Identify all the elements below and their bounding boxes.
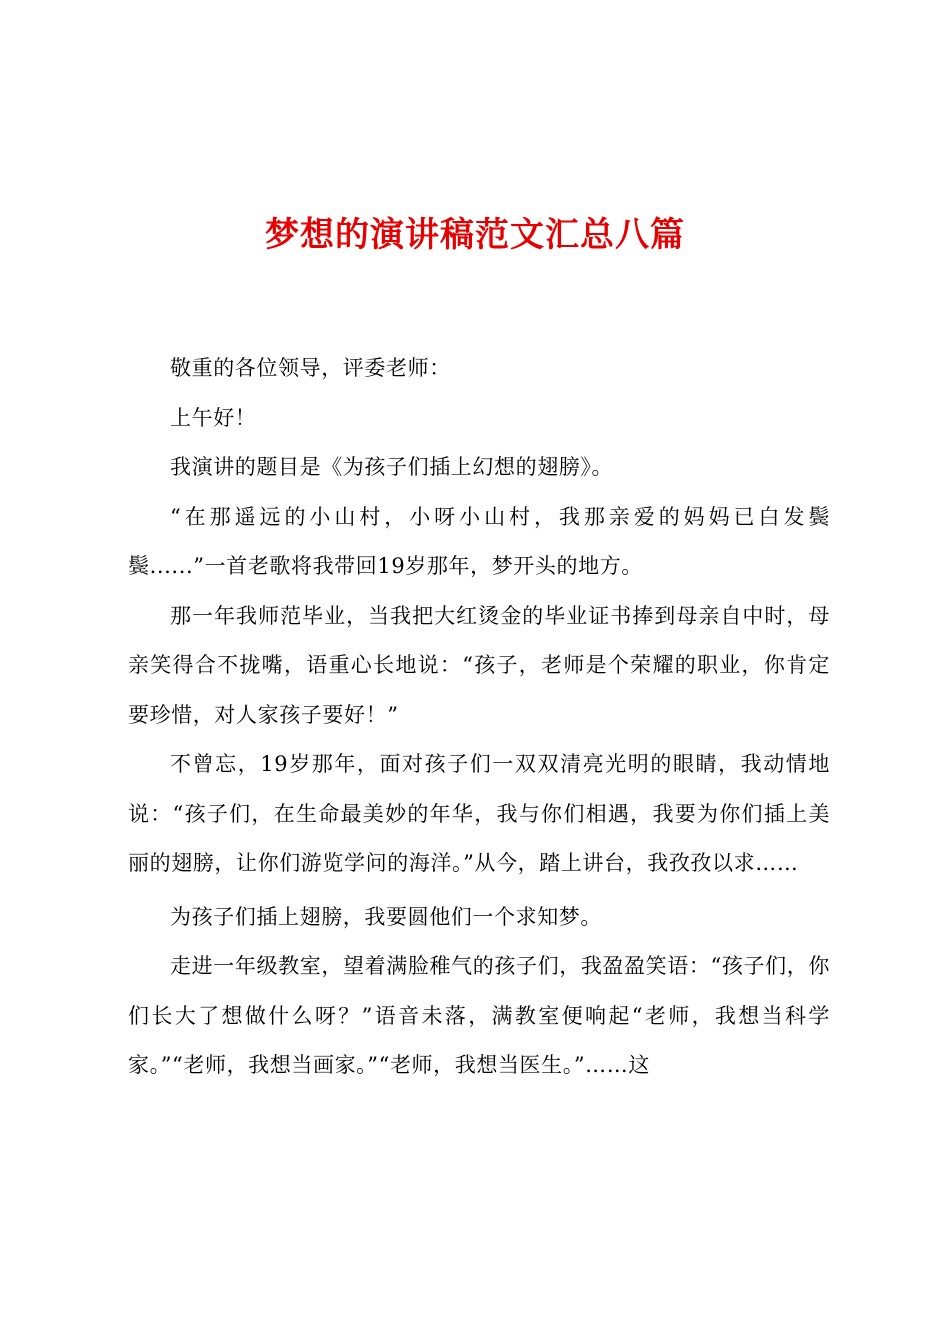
paragraph-greeting: 上午好！	[170, 405, 257, 430]
paragraph-dream: 为孩子们插上翅膀，我要圆他们一个求知梦。	[170, 904, 602, 929]
document-body	[128, 344, 830, 1091]
paragraph-salutation: 敬重的各位领导，评委老师：	[170, 356, 451, 380]
paragraph-song: “在那遥远的小山村，小呀小山村，我那亲爱的妈妈已白发鬓鬓......”一首老歌将我带回19岁那年，梦开头的地方。	[128, 504, 830, 578]
paragraph-topic: 我演讲的题目是《为孩子们插上幻想的翅膀》。	[170, 455, 614, 479]
document-title: 梦想的演讲稿范文汇总八篇	[265, 215, 685, 255]
paragraph-first-class: 不曾忘，19岁那年，面对孩子们一双双清亮光明的眼睛，我动情地说：“孩子们，在生命最美妙的年华，我与你们相遇，我要为你们插上美丽的翅膀，让你们游览学问的海洋。”从今，踏上讲台，我孜孜以求……	[128, 752, 830, 875]
paragraph-graduation: 那一年我师范毕业，当我把大红烫金的毕业证书捧到母亲自中时，母亲笑得合不拢嘴，语重心长地说：“孩子，老师是个荣耀的职业，你肯定要珍惜，对人家孩子要好！”	[128, 603, 830, 727]
paragraph-classroom: 走进一年级教室，望着满脸稚气的孩子们，我盈盈笑语：“孩子们，你们长大了想做什么呀？”语音未落，满教室便响起“老师，我想当科学家。”“老师，我想当画家。”“老师，我想当医生。”……这	[128, 954, 830, 1077]
